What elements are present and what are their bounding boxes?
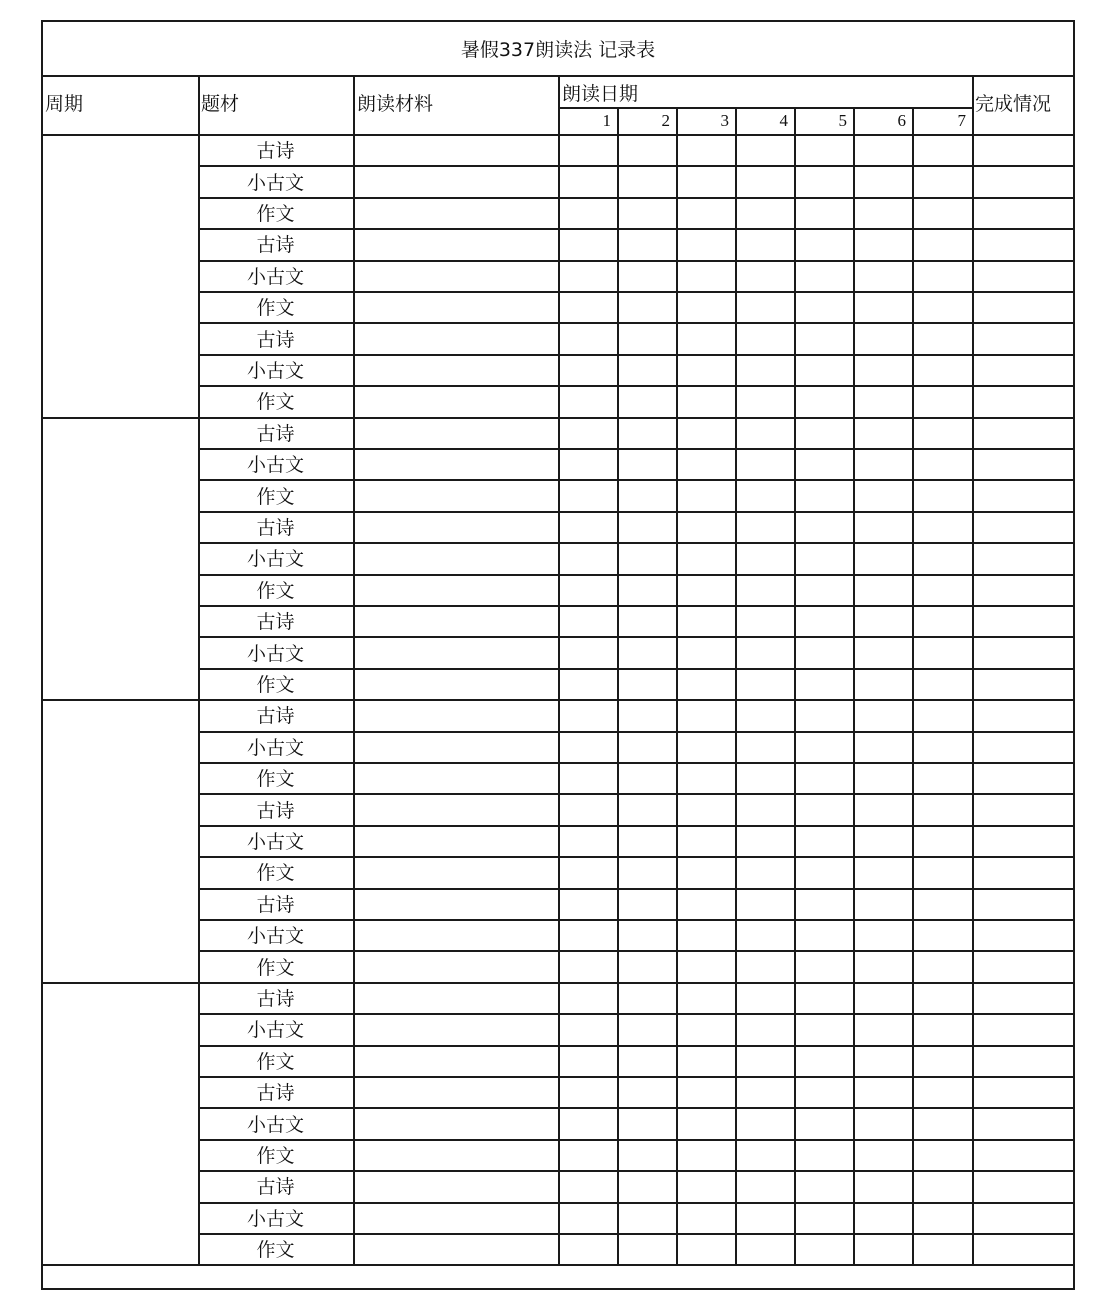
row-line (198, 385, 1075, 387)
period-cell[interactable] (43, 417, 198, 700)
row-line (198, 354, 1075, 356)
subject-cell: 作文 (256, 768, 295, 791)
header-completion: 完成情况 (975, 93, 1052, 115)
subject-cell: 古诗 (256, 987, 295, 1010)
subject-cell: 古诗 (256, 328, 295, 351)
row-line (198, 574, 1075, 576)
subject-cell: 小古文 (246, 548, 304, 571)
row-line (198, 950, 1075, 952)
subject-cell: 小古文 (246, 1207, 304, 1230)
row-line (198, 542, 1075, 544)
subject-cell: 古诗 (256, 611, 295, 634)
day-number-7: 7 (957, 111, 966, 130)
header-dates: 朗读日期 (562, 83, 639, 105)
subject-cell: 作文 (256, 1144, 295, 1167)
subject-cell: 作文 (256, 391, 295, 414)
row-line (198, 291, 1075, 293)
header-material: 朗读材料 (357, 93, 434, 115)
day-column-line (735, 107, 737, 1266)
subject-cell: 小古文 (246, 1019, 304, 1042)
row-line (198, 1202, 1075, 1204)
column-line (558, 77, 560, 1266)
period-cell[interactable] (43, 134, 198, 417)
sheet-title: 暑假337朗读法 记录表 (43, 22, 1073, 77)
row-line (198, 479, 1075, 481)
period-cell[interactable] (43, 982, 198, 1265)
row-line (198, 888, 1075, 890)
row-line (198, 731, 1075, 733)
row-line (198, 1076, 1075, 1078)
day-column-line (794, 107, 796, 1266)
subject-cell: 作文 (256, 1239, 295, 1262)
subject-cell: 作文 (256, 673, 295, 696)
subject-cell: 小古文 (246, 1113, 304, 1136)
subject-cell: 古诗 (256, 422, 295, 445)
row-line (198, 448, 1075, 450)
subject-cell: 小古文 (246, 265, 304, 288)
period-cell[interactable] (43, 699, 198, 982)
row-line (198, 322, 1075, 324)
day-column-line (912, 107, 914, 1266)
subject-cell: 作文 (256, 1050, 295, 1073)
day-number-2: 2 (661, 111, 670, 130)
row-line (198, 260, 1075, 262)
column-line (972, 77, 974, 1266)
subject-cell: 小古文 (246, 642, 304, 665)
row-line (198, 511, 1075, 513)
row-line (198, 1170, 1075, 1172)
day-number-6: 6 (897, 111, 906, 130)
subject-cell: 小古文 (246, 171, 304, 194)
subject-cell: 古诗 (256, 140, 295, 163)
day-number-4: 4 (779, 111, 788, 130)
header-subject: 题材 (201, 93, 240, 115)
row-line (198, 793, 1075, 795)
row-line (198, 919, 1075, 921)
day-number-3: 3 (720, 111, 729, 130)
subject-cell: 小古文 (246, 830, 304, 853)
row-line (198, 1045, 1075, 1047)
row-line (198, 668, 1075, 670)
subject-cell: 小古文 (246, 454, 304, 477)
row-line (198, 825, 1075, 827)
subject-cell: 作文 (256, 579, 295, 602)
row-line (198, 762, 1075, 764)
subject-cell: 古诗 (256, 516, 295, 539)
day-number-5: 5 (838, 111, 847, 130)
row-line (198, 605, 1075, 607)
row-line (198, 1107, 1075, 1109)
column-line (198, 77, 200, 1266)
subject-cell: 古诗 (256, 705, 295, 728)
subject-cell: 小古文 (246, 736, 304, 759)
row-line (198, 165, 1075, 167)
row-line (198, 856, 1075, 858)
subject-cell: 小古文 (246, 359, 304, 382)
day-number-1: 1 (602, 111, 611, 130)
subject-cell: 作文 (256, 862, 295, 885)
row-line (198, 1233, 1075, 1235)
record-sheet (41, 20, 1075, 1290)
day-column-line (853, 107, 855, 1266)
subject-cell: 作文 (256, 485, 295, 508)
row-line (198, 1139, 1075, 1141)
subject-cell: 作文 (256, 202, 295, 225)
dates-subheader-line (558, 107, 972, 109)
row-line (198, 1013, 1075, 1015)
row-line (198, 228, 1075, 230)
column-line (353, 77, 355, 1266)
subject-cell: 作文 (256, 956, 295, 979)
subject-cell: 古诗 (256, 799, 295, 822)
day-column-line (617, 107, 619, 1266)
subject-cell: 小古文 (246, 925, 304, 948)
day-column-line (676, 107, 678, 1266)
row-line (198, 197, 1075, 199)
subject-cell: 作文 (256, 297, 295, 320)
subject-cell: 古诗 (256, 1176, 295, 1199)
subject-cell: 古诗 (256, 234, 295, 257)
header-period: 周期 (45, 93, 84, 115)
subject-cell: 古诗 (256, 893, 295, 916)
row-line (198, 636, 1075, 638)
subject-cell: 古诗 (256, 1082, 295, 1105)
